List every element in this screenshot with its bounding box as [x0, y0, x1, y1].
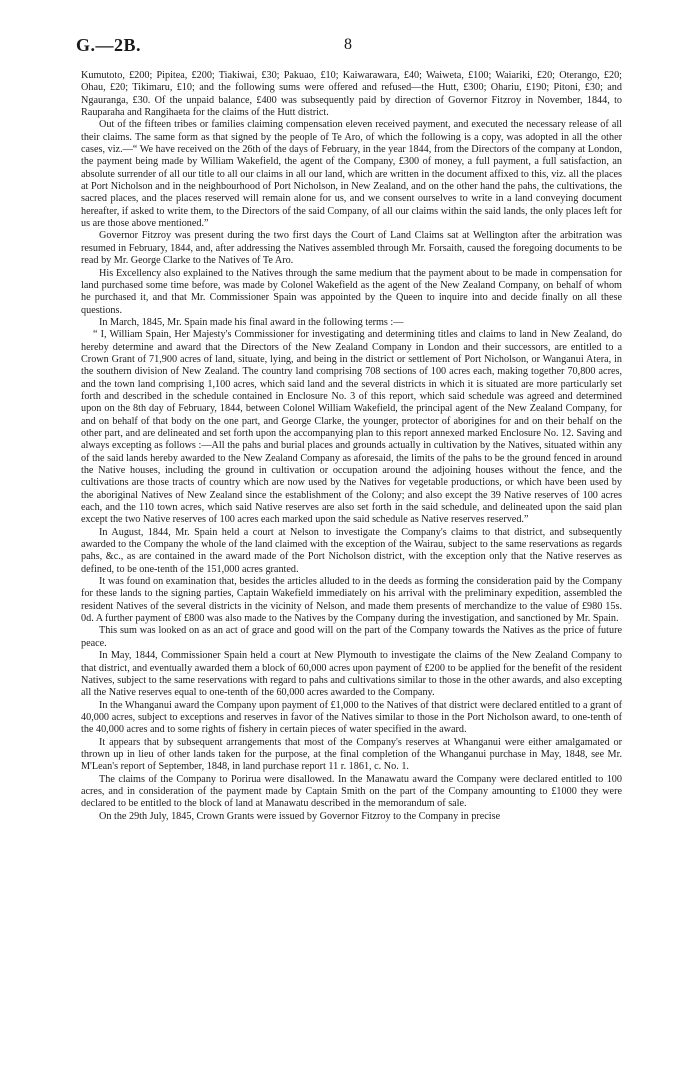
paragraph: This sum was looked on as an act of grace and good will on the part of the Company towards the Natives as the price of future peace. — [81, 625, 622, 649]
series-code: G.—2B. — [76, 35, 142, 55]
body-text — [81, 70, 622, 823]
paragraph: It was found on examination that, besides the articles alluded to in the deeds as forming the consideration paid by the Company for these lands to the signing parties, Captain Wakefield immediately on his arrival with the preliminary expedition, assembled the resident Natives of the several districts in the vicinity of Nelson, and made them presents of merchandize to the value of £980 15s. 0d. A further payment of £800 was also made to the Natives by the Company during the investigation, and sanctioned by Mr. Spain. — [81, 576, 622, 625]
paragraph: On the 29th July, 1845, Crown Grants were issued by Governor Fitzroy to the Company in precise — [99, 810, 501, 822]
paragraph: It appears that by subsequent arrangements that most of the Company's reserves at Whanganui were either amalgamated or thrown up in lieu of other lands taken for the purpose, at the final completion of the Whanganui purchase in May, 1848, see Mr. M'Lean's report of September, 1848, in land purchase report 11 r. 1861, c. No. 1. — [81, 736, 622, 773]
paragraph: Out of the fifteen tribes or families claiming compensation eleven received payment, and executed the necessary release of all their claims. The same form as that signed by the people of Te Aro, of which the following is a copy, was adopted in all the other cases, viz.—“ We have received on the 26th of the days of February, in the year 1844, from the Directors of the company at London, the payment being made by William Wakefield, the agent of the Company, £300 of money, a full payment, a full satisfaction, an absolute surrender of all our title to all our claims in all our land, which are written in the document affixed to this, viz. all the places at Port Nicholson and in the neighbourhood of Port Nicholson, in New Zealand, and on the other hand the pahs, the cultivations, the sacred places, and the places reserved will remain alone for us, and we consent ourselves to write in a land conveying document hereafter, if asked to write them, to the Directors of the said Company, of all our claims within the said lands, the only places left for us are those above mentioned.” — [81, 119, 622, 230]
paragraph: Governor Fitzroy was present during the two first days the Court of Land Claims sat at Wellington after the arbitration was resumed in February, 1844, and, after addressing the Natives assembled through Mr. Forsaith, caused the foregoing documents to be read by Mr. George Clarke to the Natives of Te Aro. — [81, 230, 622, 267]
quoted-award: “ I, William Spain, Her Majesty's Commissioner for investigating and determining titles and claims to land in New Zealand, do hereby determine and award that the Directors of the New Zealand Company in London and their successors, are entitled to a Crown Grant of 71,900 acres of land, situate, lying, and being in the district or settlement of Port Nicholson, or Wanganui Atera, in the southern division of New Zealand. The country land comprising 708 sections of 100 acres each, making together 70,800 acres, and the town land comprising 1,100 acres, which said land and the several districts in which it is situated are more particularly set forth and described in the schedule contained in Enclosure No. 3 of this report, which said schedule was agreed and determined upon on the 8th day of February, 1844, between Colonel William Wakefield, the principal agent of the New Zealand Company, for and on behalf of that body on the one part, and George Clarke, the younger, protector of aborigines for and on their behalf on the other part, and are delineated and set forth upon the accompanying plan to this report annexed marked Enclosure No. 12. Saving and always excepting as follows :—All the pahs and burial places and grounds actually in cultivation by the Natives, situated within any of the said lands hereby awarded to the New Zealand Company as aforesaid, the limits of the pahs to be the ground fenced in around the Native houses, including the ground in cultivation or occupation around the adjoining houses without the fence, and the cultivations are those tracts of country which are now used by the Natives for vegetable productions, or which have been used by the aboriginal Natives of New Zealand since the establishment of the Colony; and also except the 39 Native reserves of 100 acres each, and the 110 town acres, which said Native reserves are also set forth in the said schedule, and delineated upon the said plan except the two Native reserves of 100 acres each marked upon the said schedule as Native reserves reserved.” — [81, 329, 622, 526]
page-number: 8 — [344, 36, 352, 53]
paragraph: The claims of the Company to Porirua were disallowed. In the Manawatu award the Company were declared entitled to 100 acres, and in consideration of the payment made by Captain Smith on the part of the Company amounting to £1000 they were declared to be entitled to the block of land at Manawatu described in the memorandum of sale. — [81, 773, 622, 810]
paragraph: In August, 1844, Mr. Spain held a court at Nelson to investigate the Company's claims to that district, and subsequently awarded to the Company the whole of the land claimed with the exception of the Wairau, subject to the same reservations as regards pahs, &c., as are contained in the award made of the Port Nicholson district, with the exception only that the Native reserves as defined, to be one-tenth of the 151,000 acres granted. — [81, 526, 622, 575]
paragraph: In the Whanganui award the Company upon payment of £1,000 to the Natives of that district were declared entitled to a grant of 40,000 acres, subject to exceptions and reserves in favor of the Natives similar to those in the Port Nicholson award, to one-tenth of the 40,000 acres and to some rights of fishery in certain pieces of water specified in the award. — [81, 699, 622, 736]
paragraph: In May, 1844, Commissioner Spain held a court at New Plymouth to investigate the claims of the New Zealand Company to that district, and eventually awarded them a block of 60,000 acres upon payment of £200 to be applied for the benefit of the resident Natives, subject to the same reservations with regard to pahs and cultivations similar to those in the other awards, and also excepting all the Native reserves equal to one-tenth of the 60,000 acres awarded to the Company. — [81, 650, 622, 699]
paragraph: In March, 1845, Mr. Spain made his final award in the following terms :— — [99, 316, 404, 328]
paragraph: Kumutoto, £200; Pipitea, £200; Tiakiwai, £30; Pakuao, £10; Kaiwarawara, £40; Waiweta, £100; Waiariki, £20; Oterango, £20; Ohau, £20; Tikimaru, £10; and the following sums were offered and refused—the Hutt, £300; Ohariu, £190; Pitoni, £30; and Ngauranga, £30. Of the unpaid balance, £400 was subsequently paid by direction of Governor Fitzroy in November, 1844, to Rauparaha and Rangihaeta for the claims of the Hutt district. — [81, 70, 622, 119]
paragraph: His Excellency also explained to the Natives through the same medium that the payment about to be made in compensation for land purchased some time before, was made by Colonel Wakefield as the agent of the New Zealand Company, on behalf of whom he purchased it, and that Mr. Commissioner Spain was appointed by the Queen to inquire into and decide finally on all these questions. — [81, 267, 622, 316]
